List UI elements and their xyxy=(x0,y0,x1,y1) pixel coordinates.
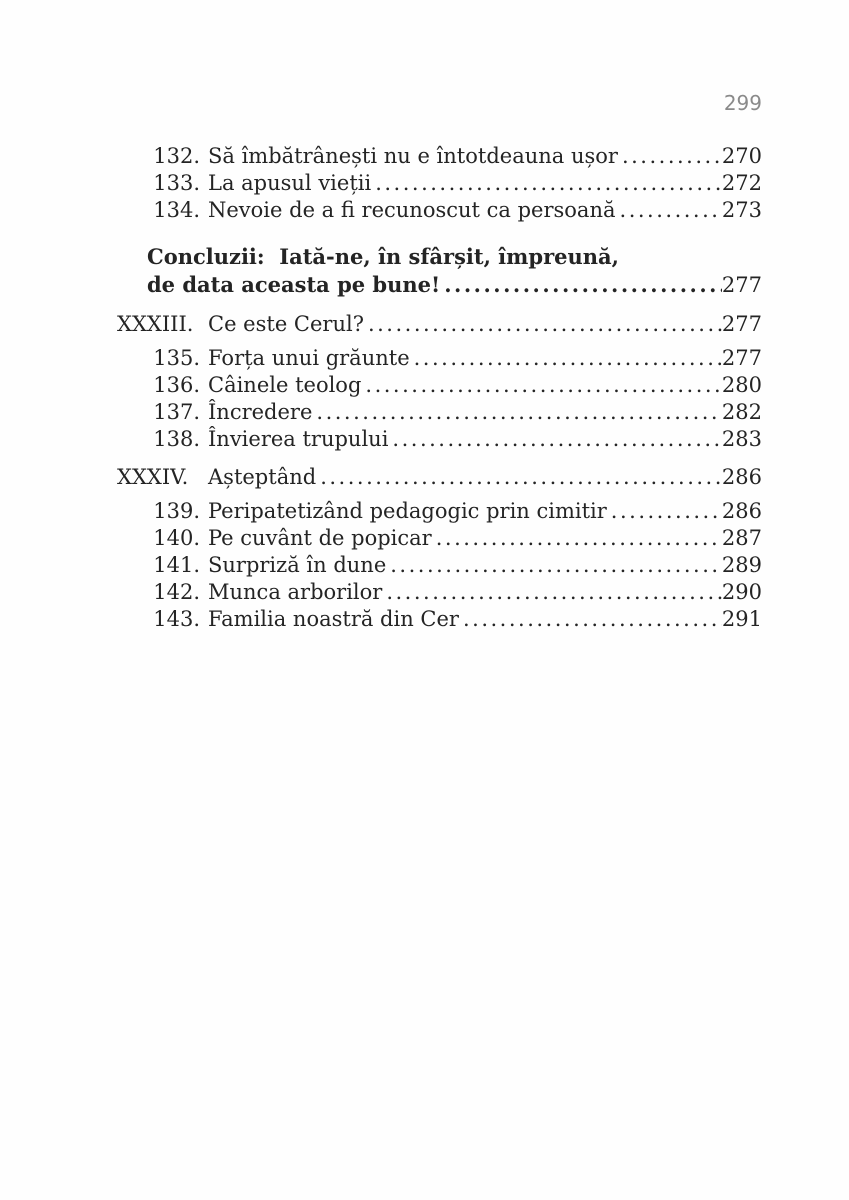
toc-entry-title: La apusul vieții xyxy=(208,171,372,195)
toc-entry-page: 277 xyxy=(721,346,762,370)
toc-entry xyxy=(117,606,762,633)
toc-entry-title: Peripatetizând pedagogic prin cimitir xyxy=(208,499,607,523)
toc-entry-number: 140. xyxy=(153,526,200,550)
dot-leader xyxy=(410,345,722,372)
toc-entry-title: Pe cuvânt de popicar xyxy=(208,526,432,550)
toc-entry-number: 136. xyxy=(153,373,200,397)
toc-entry xyxy=(117,372,762,399)
toc-entry-page: 270 xyxy=(721,144,762,168)
toc-entry-page: 286 xyxy=(721,499,762,523)
dot-leader xyxy=(316,464,722,491)
toc-chapter-numeral: XXXIV. xyxy=(117,465,189,489)
page-number: 299 xyxy=(723,91,762,115)
toc-entry-title: Nevoie de a fi recunoscut ca persoană xyxy=(208,198,616,222)
toc-entry-number: 141. xyxy=(153,553,200,577)
dot-leader xyxy=(361,372,722,399)
toc-entry-page: 291 xyxy=(721,607,762,631)
toc-chapter-title: Așteptând xyxy=(208,465,317,489)
toc-entry xyxy=(117,170,762,197)
toc-entry-number: 139. xyxy=(153,499,200,523)
toc-chapter-page: 277 xyxy=(721,312,762,336)
toc-entry-number: 134. xyxy=(153,198,200,222)
dot-leader xyxy=(382,579,722,606)
toc-entry-page: 282 xyxy=(721,400,762,424)
toc-entry-number: 132. xyxy=(153,144,200,168)
toc-entry xyxy=(117,426,762,453)
table-of-contents xyxy=(117,143,762,633)
toc-entry-title: Familia noastră din Cer xyxy=(208,607,459,631)
toc-chapter-numeral: XXXIII. xyxy=(117,312,194,336)
dot-leader xyxy=(618,143,722,170)
toc-entry-title: Să îmbătrânești nu e întotdeauna ușor xyxy=(208,144,618,168)
toc-entry-title: Câinele teolog xyxy=(208,373,362,397)
toc-conclusion-line1: Concluzii: Iată-ne, în sfârșit, împreună, xyxy=(147,244,619,269)
toc-chapter xyxy=(117,464,762,491)
dot-leader xyxy=(432,525,722,552)
toc-entry-title: Încredere xyxy=(208,400,313,424)
toc-entry xyxy=(117,143,762,170)
toc-entry-number: 138. xyxy=(153,427,200,451)
toc-entry-number: 143. xyxy=(153,607,200,631)
dot-leader xyxy=(459,606,722,633)
toc-entry-page: 290 xyxy=(721,580,762,604)
dot-leader xyxy=(312,399,722,426)
dot-leader xyxy=(364,311,722,338)
toc-entry xyxy=(117,197,762,224)
toc-entry-title: Surpriză în dune xyxy=(208,553,387,577)
toc-chapter-title: Ce este Cerul? xyxy=(208,312,364,336)
toc-entry-title: Forța unui grăunte xyxy=(208,346,410,370)
toc-entry-page: 287 xyxy=(721,526,762,550)
toc-entry xyxy=(117,579,762,606)
toc-chapter-page: 286 xyxy=(721,465,762,489)
toc-entry xyxy=(117,552,762,579)
dot-leader xyxy=(607,498,722,525)
toc-chapter xyxy=(117,311,762,338)
dot-leader xyxy=(440,271,722,299)
dot-leader xyxy=(616,197,722,224)
toc-conclusion-title: de data aceasta pe bune! xyxy=(147,272,441,297)
toc-conclusion-line2 xyxy=(147,271,762,299)
toc-entry-page: 283 xyxy=(721,427,762,451)
toc-entry xyxy=(117,345,762,372)
dot-leader xyxy=(386,552,722,579)
toc-entry-title: Munca arborilor xyxy=(208,580,383,604)
toc-entry xyxy=(117,399,762,426)
toc-entry-number: 137. xyxy=(153,400,200,424)
dot-leader xyxy=(371,170,722,197)
dot-leader xyxy=(388,426,721,453)
toc-entry-number: 142. xyxy=(153,580,200,604)
toc-conclusion-heading xyxy=(147,243,762,299)
toc-entry-number: 135. xyxy=(153,346,200,370)
toc-entry-title: Învierea trupului xyxy=(208,427,389,451)
toc-entry xyxy=(117,525,762,552)
toc-conclusion-page: 277 xyxy=(721,273,762,297)
toc-entry-page: 273 xyxy=(721,198,762,222)
toc-entry xyxy=(117,498,762,525)
toc-entry-page: 289 xyxy=(721,553,762,577)
toc-entry-page: 280 xyxy=(721,373,762,397)
toc-entry-page: 272 xyxy=(721,171,762,195)
toc-entry-number: 133. xyxy=(153,171,200,195)
